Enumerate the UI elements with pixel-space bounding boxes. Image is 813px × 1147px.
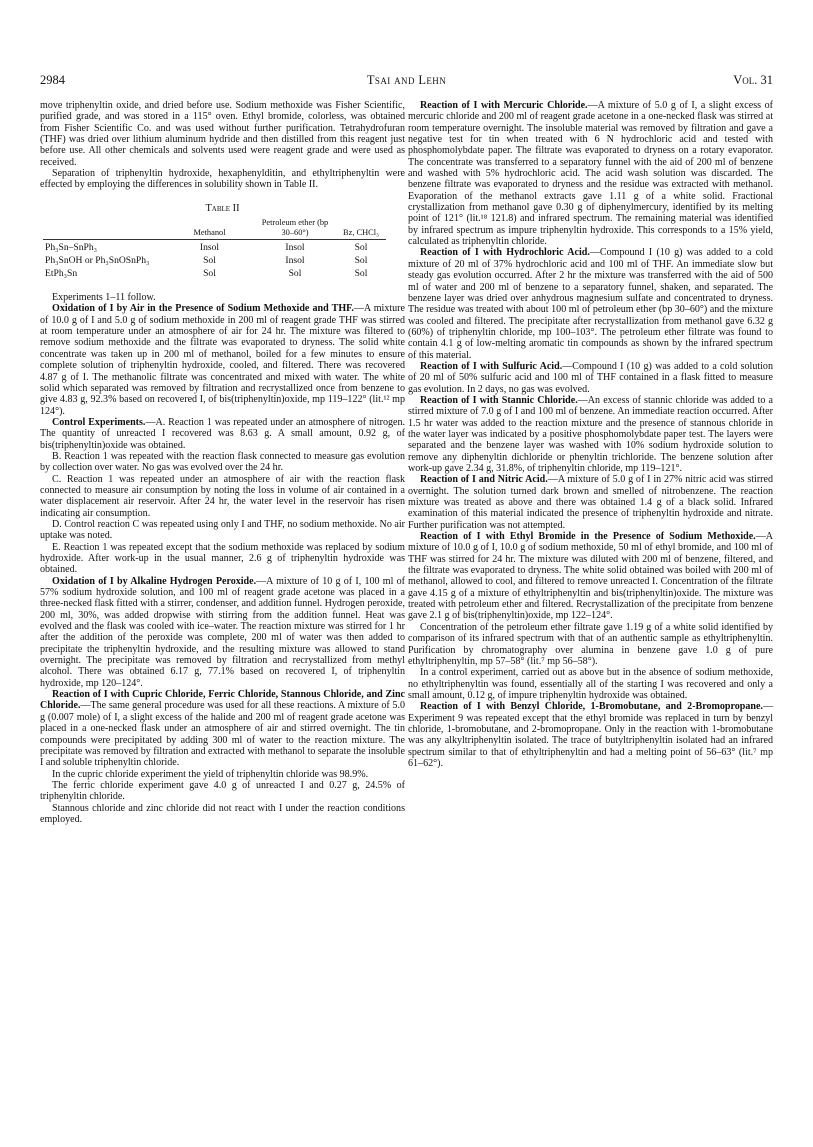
table-header-cell: Petroleum ether (bp 30–60°)	[254, 218, 336, 240]
paragraph	[408, 701, 773, 769]
section-heading: Oxidation of I by Alkaline Hydrogen Peroxide.	[52, 575, 257, 587]
table-row	[43, 254, 386, 267]
paragraph	[408, 361, 773, 395]
paragraph: B. Reaction 1 was repeated with the reaction flask connected to measure gas evolution by collection over water. No gas was evolved over the 24 hr.	[40, 450, 405, 474]
section-heading: Reaction of I with Hydrochloric Acid.	[420, 247, 590, 259]
table-cell: Sol	[203, 268, 216, 280]
section-heading: Reaction of I with Sulfuric Acid.	[420, 360, 563, 372]
left-column	[40, 100, 405, 825]
paragraph	[408, 531, 773, 622]
paragraph: Concentration of the petroleum ether filtrate gave 1.19 g of a white solid identified by comparison of its infrared spectrum with that of an authentic sample as ethyltriphenyltin. Purification by chromatography over alumina in benzene gave 1.0 g of pure ethyltriphenyltin, mp 57–58° (lit.⁷ mp 56–58°).	[408, 621, 773, 667]
section-heading: Reaction of I with Mercuric Chloride.	[420, 100, 588, 111]
paragraph: E. Reaction 1 was repeated except that the sodium methoxide was replaced by sodium hydroxide. After work-up in the usual manner, 2.6 g of triphenyltin hydroxide was obtained.	[40, 541, 405, 576]
paragraph	[408, 100, 773, 247]
table-header-row	[43, 218, 386, 240]
paragraph: In a control experiment, carried out as above but in the absence of sodium methoxide, no ethyltriphenyltin was found, essentially all of the starting I was recovered and only a small amount, 0.12 g, of impure triphenyltin hydroxide was obtained.	[408, 667, 773, 701]
table-cell: Sol	[354, 242, 368, 254]
table-cell: Insol	[199, 242, 220, 254]
section-heading: Reaction of I with Stannic Chloride.	[420, 394, 578, 406]
paragraph-text: —A mixture of 10.0 g of I, 10.0 g of sodium methoxide, 50 ml of ethyl bromide, and 100 ml of THF was stirred for 24 hr. The mixture was diluted with 200 ml of benzene, filtered, and the filtrate was evaporated to dryness. The white solid obtained was boiled with 200 ml of methanol, allowed to cool, and filtered to remove unreacted I. Concentration of the filtrate gave 4.15 g of a mixture of ethyltriphenyltin and bis(triphenyltin)oxide. The mixture was treated with petroleum ether and filtered. Recrystallization of the precipitate from benzene gave 2.1 g of bis(triphenyltin)oxide, mp 122–124°.	[408, 531, 773, 622]
paragraph: D. Control reaction C was repeated using only I and THF, no sodium methoxide. No air uptake was noted.	[40, 518, 405, 542]
paragraph: Stannous chloride and zinc chloride did not react with I under the reaction conditions employed.	[40, 802, 405, 825]
table-cell: Ph₃SnOH or Ph₃SnOSnPh₃	[45, 255, 150, 267]
table-cell: Sol	[288, 268, 302, 280]
paragraph: C. Reaction 1 was repeated under an atmosphere of air with the reaction flask connected to measure air consumption by noting the loss in volume of air contained in a water displacement air reservoir. After 24 hr, the water level in the reservoir has risen indicating air consumption.	[40, 473, 405, 519]
running-header	[40, 73, 773, 91]
paragraph-text: —Experiment 9 was repeated except that the ethyl bromide was replaced in turn by benzyl chloride, 1-bromobutane, and 2-bromopropane. Only in the reaction with 1-bromobutane was any alkyltriphenyltin isolated. The trace of butyltriphenyltin isolated had an infrared spectrum similar to that of ethyltriphenyltin and had a melting point of 56–63° (lit.⁷ mp 61–62°).	[408, 701, 773, 769]
section-heading: Reaction of I with Cupric Chloride, Ferric Chloride, Stannous Chloride, and Zinc Chloride.	[40, 689, 405, 712]
table-cell: Sol	[354, 255, 368, 267]
section-heading: Reaction of I with Ethyl Bromide in the Presence of Sodium Methoxide.	[420, 531, 756, 543]
table-cell: EtPh₃Sn	[45, 268, 78, 280]
paragraph: In the cupric chloride experiment the yield of triphenyltin chloride was 98.9%.	[52, 768, 369, 780]
solubility-table	[43, 218, 386, 280]
paragraph	[40, 689, 405, 768]
paragraph-text: —A mixture of 10 g of I, 100 ml of 57% sodium hydroxide solution, and 100 ml of reagent grade acetone was placed in a three-necked flask fitted with a stirrer, condenser, and addition funnel. Hydrogen peroxide, 200 ml, 30%, was added dropwise with stirring from the addition funnel. Heat was evolved and the flask was cooled with ice–water. The reaction mixture was stirred for 1 hr after the addition of the peroxide was complete, 200 ml of water was then added to precipitate the triphenyltin hydroxide, and the resulting mixture was allowed to stand overnight. The precipitate was removed by filtration and recrystallized from methyl alcohol. There was obtained 6.17 g, 77.1% based on recovered I, of triphenyltin hydroxide, mp 120–124°.	[40, 575, 405, 689]
paragraph: The ferric chloride experiment gave 4.0 g of unreacted I and 0.27 g, 24.5% of triphenyltin chloride.	[40, 779, 405, 803]
section-heading: Oxidation of I by Air in the Presence of Sodium Methoxide and THF.	[52, 303, 354, 315]
table-cell: Insol	[285, 242, 305, 254]
paragraph	[408, 474, 773, 531]
table-header-cell	[43, 218, 165, 240]
volume-label: Vol. 31	[733, 73, 773, 87]
table-cell: Sol	[203, 255, 216, 267]
paragraph	[408, 247, 773, 360]
paragraph-text: —An excess of stannic chloride was added to a stirred mixture of 7.0 g of I and 100 ml of benzene. An immediate reaction occurred. After 1.5 hr water was added to the reaction mixture and the presence of stannous chloride in the water layer was indicated by a positive phosphomolybdate paper test. The layers were separated and the benzene layer was washed with 10% sodium hydroxide solution to remove any diphenyltin dichloride or phenyltin trichloride. The benzene solution after work-up gave 2.34 g, 31.8%, of triphenyltin chloride, mp 119–121°.	[408, 394, 773, 474]
table-header-cell: Methanol	[165, 218, 254, 240]
table-header-cell: Bz, CHCl₃	[336, 218, 386, 240]
table-row	[43, 240, 386, 255]
paragraph: move triphenyltin oxide, and dried before use. Sodium methoxide was Fisher Scientific, purified grade, and was stored in a 115° oven. Ethyl bromide, colorless, was obtained from Fisher Scientific Co. and was used without further purification. Tetrahydrofuran (THF) was dried over lithium aluminum hydride and then distilled from this reagent just before use. All other chemicals and solvents used were reagent grade and were used as received.	[40, 100, 405, 168]
page-number: 2984	[40, 73, 65, 87]
section-heading: Reaction of I and Nitric Acid.	[420, 474, 548, 486]
paragraph-text: —A. Reaction 1 was repeated under an atmosphere of nitrogen. The quantity of unreacted I recovered was 8.63 g. A small amount, 0.92 g, of bis(triphenyltin)oxide was obtained.	[40, 416, 405, 451]
paragraph-text: —A mixture of 5.0 g of I, a slight excess of mercuric chloride and 200 ml of reagent grade acetone in a one-necked flask was stirred at room temperature overnight. The insoluble material was removed by filtration and gave a negative test for tin when treated with 6 N hydrochloric acid and tested with phosphomolybdate paper. The filtrate was evaporated to dryness on a rotary evaporator. The concentrate was transferred to a separatory funnel with the aid of 200 ml of benzene and washed with 5% hydrochloric acid. The acid wash solution was discarded. The benzene filtrate was evaporated to dryness and the residue was extracted with methanol. Evaporation of the methanol extracts gave 1.11 g of a white solid. Fractional crystallization from methanol gave 0.30 g of diphenylmercury, identified by its melting point of 121° (lit.¹⁸ 121.8) and infrared spectrum. The remaining material was identified by infrared spectrum as impure triphenyltin hydroxide. This corresponds to a 15% yield, calculated as triphenyltin chloride.	[408, 100, 773, 248]
section-heading: Reaction of I with Benzyl Chloride, 1-Bromobutane, and 2-Bromopropane.	[420, 701, 763, 713]
table-cell: Sol	[354, 268, 368, 280]
table-row	[43, 267, 386, 280]
paragraph	[408, 395, 773, 474]
paragraph	[40, 303, 405, 416]
paragraph-text: —A mixture of 10.0 g of I and 5.0 g of sodium methoxide in 200 ml of reagent grade THF was stirred at room temperature under an atmosphere of air for 24 hr. The mixture was filtered to remove sodium methoxide and the filtrate was evaporated to dryness. The solid white concentrate was taken up in 200 ml of methanol, boiled for a few minutes to ensure complete solution of triphenyltin hydroxide, cooled, and filtered. There was recovered 4.87 g of I. The methanolic filtrate was concentrated and mixed with water. The white solid which separated was removed by filtration and recrystallized once from benzene to give 4.83 g, 92.3% based on recovered I, of bis(triphenyltin)oxide, mp 119–122° (lit.¹² mp 124°).	[40, 303, 405, 417]
section-heading: Control Experiments.	[52, 416, 146, 428]
paragraph-text: —A mixture of 5.0 g of I in 27% nitric acid was stirred overnight. The solution turned dark brown and smelled of nitrobenzene. The reaction mixture was treated as above and there was obtained 1.4 g of a black solid. Infrared examination of this material indicated the presence of triphenyltin hydroxide and nitrate. Further purification was not attempted.	[408, 474, 773, 531]
table-cell: Insol	[285, 255, 305, 267]
paragraph-text: —Compound I (10 g) was added to a cold mixture of 20 ml of 37% hydrochloric acid and 100 ml of THF. An immediate slow but steady gas evolution occurred. After 2 hr the mixture was transferred with the aid of 500 ml of water and 200 ml of benzene to a separatory funnel, shaken, and separated. The benzene layer was dried over anhydrous magnesium sulfate and concentrated to dryness. The residue was treated with about 100 ml of petroleum ether (bp 30–60°) and the mixture was cooled and filtered. The precipitate after recrystallization from methanol gave 6.32 g (60%) of triphenyltin chloride, mp 100–103°. The petroleum ether filtrate was found to contain 4.1 g of low-melting aromatic tin compounds as shown by the infrared spectrum of this material.	[408, 247, 773, 361]
running-title: Tsai and Lehn	[366, 73, 447, 87]
right-column	[408, 100, 773, 769]
table-caption: Table II	[205, 202, 240, 214]
table-cell: Ph₃Sn–SnPh₃	[45, 242, 98, 254]
paragraph: Experiments 1–11 follow.	[52, 292, 156, 304]
paragraph-text: —Compound I (10 g) was added to a cold solution of 20 ml of 50% sulfuric acid and 100 ml of THF contained in a flask fitted to measure gas evolution. In 2 days, no gas was evolved.	[408, 360, 773, 395]
paragraph	[40, 417, 405, 451]
paragraph: Separation of triphenyltin hydroxide, hexaphenylditin, and ethyltriphenyltin were effected by employing the differences in solubility shown in Table II.	[40, 168, 405, 191]
paragraph-text: —The same general procedure was used for all these reactions. A mixture of 5.0 g (0.007 mole) of I, a slight excess of the halide and 200 ml of reagent grade acetone was placed in a one-necked flask under an atmosphere of air and stirred overnight. The tin compounds were precipitated by adding 300 ml of water to the reaction mixture. The precipitate was removed by filtration and extracted with methanol to separate the insoluble I and soluble triphenyltin chloride.	[40, 700, 405, 769]
paragraph	[40, 576, 405, 689]
